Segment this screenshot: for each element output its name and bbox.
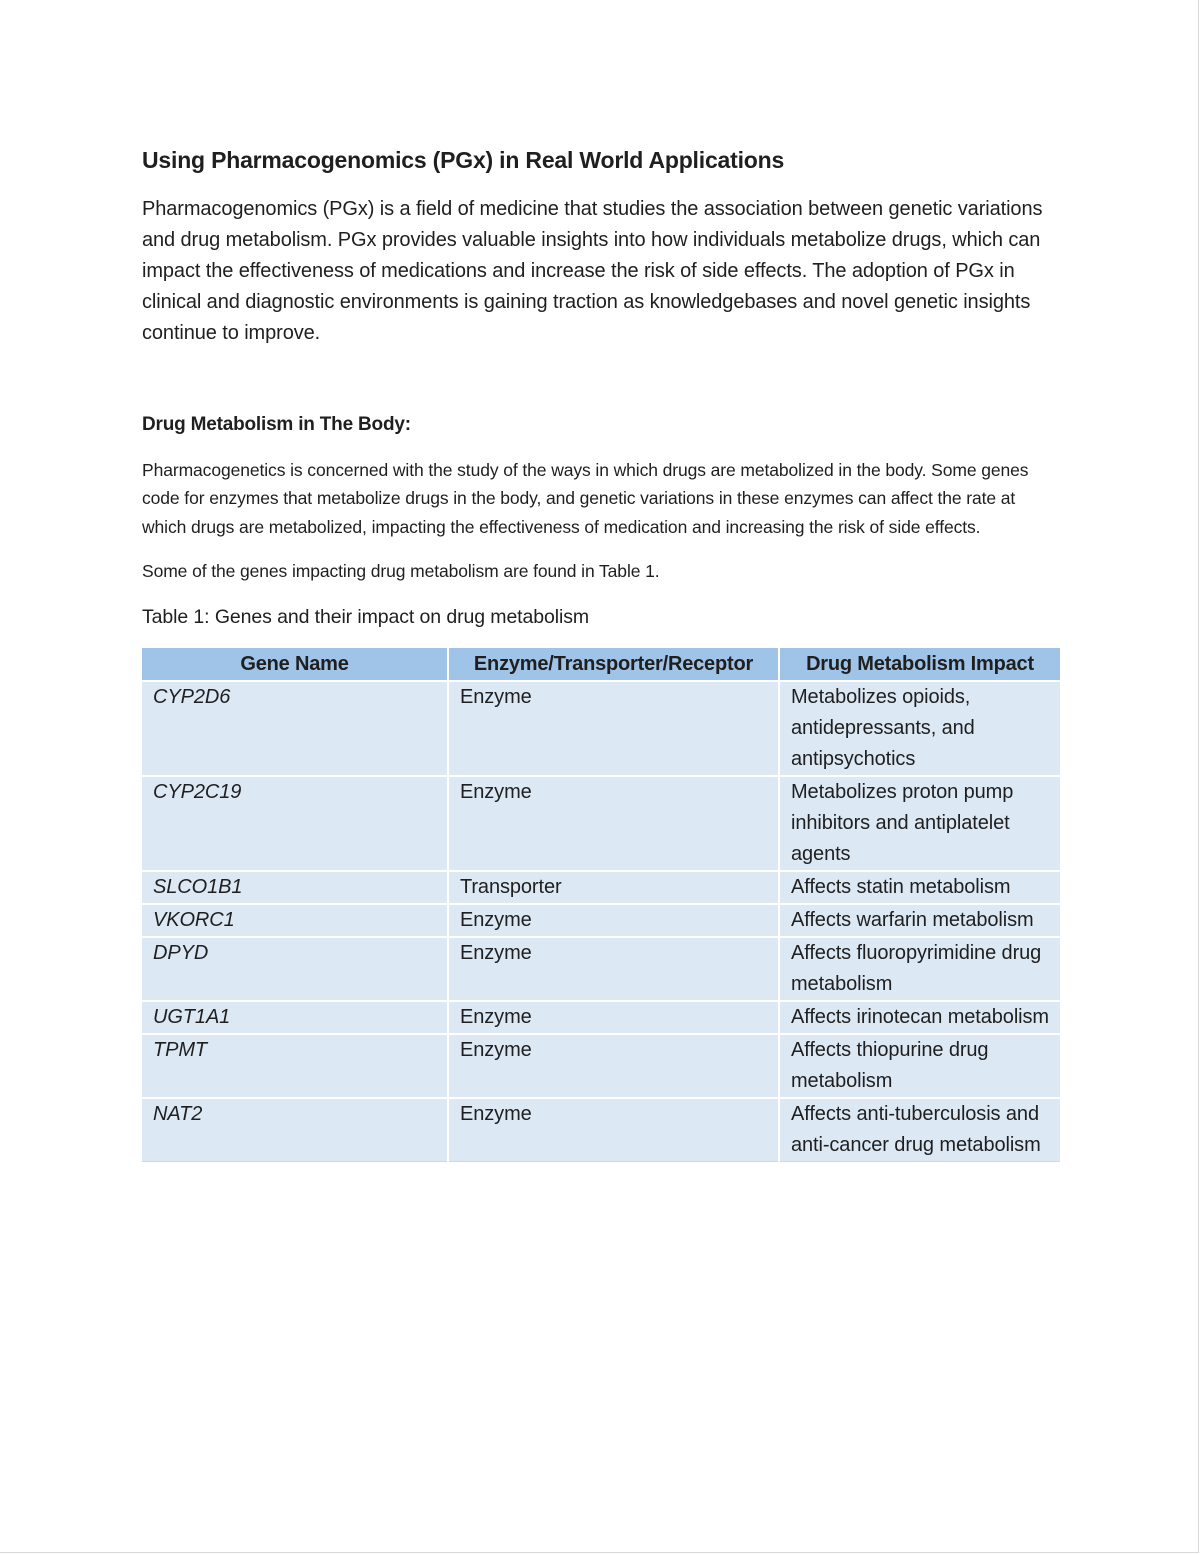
section-paragraph: Pharmacogenetics is concerned with the study of the ways in which drugs are metabolized in the body. Some genes code for enzymes that metabolize drugs in the body, and genetic variations in these enzymes can affect the rate at which drugs are metabolized, impacting the effectiveness of medication and increasing the risk of side effects. — [142, 460, 1029, 537]
gene-type-cell: Enzyme — [448, 1098, 779, 1162]
table-row — [142, 904, 1060, 937]
gene-impact-cell: Affects fluoropyrimidine drug metabolism — [779, 937, 1060, 1001]
gene-name-cell: TPMT — [142, 1034, 448, 1098]
header-enzyme-type: Enzyme/Transporter/Receptor — [448, 648, 779, 681]
gene-impact-cell: Affects statin metabolism — [779, 871, 1060, 904]
gene-type-cell: Enzyme — [448, 904, 779, 937]
genes-table — [142, 648, 1060, 1162]
gene-type-cell: Transporter — [448, 871, 779, 904]
table-row — [142, 1098, 1060, 1162]
intro-paragraph: Pharmacogenomics (PGx) is a field of medicine that studies the association between genetic variations and drug metabolism. PGx provides valuable insights into how individuals metabolize drugs, which can impact the effectiveness of medications and increase the risk of side effects. The adoption of PGx in clinical and diagnostic environments is gaining traction as knowledgebases and novel genetic insights continue to improve. — [142, 198, 1043, 344]
document-content — [142, 144, 1060, 1162]
section-heading: Drug Metabolism in The Body: — [142, 414, 411, 435]
gene-impact-cell: Metabolizes proton pump inhibitors and antiplatelet agents — [779, 776, 1060, 871]
gene-name-cell: DPYD — [142, 937, 448, 1001]
gene-impact-cell: Metabolizes opioids, antidepressants, and antipsychotics — [779, 681, 1060, 776]
gene-type-cell: Enzyme — [448, 1001, 779, 1034]
gene-impact-cell: Affects irinotecan metabolism — [779, 1001, 1060, 1034]
gene-impact-cell: Affects warfarin metabolism — [779, 904, 1060, 937]
gene-type-cell: Enzyme — [448, 681, 779, 776]
table-reference-paragraph: Some of the genes impacting drug metabolism are found in Table 1. — [142, 560, 660, 581]
table-row — [142, 1034, 1060, 1098]
gene-type-cell: Enzyme — [448, 937, 779, 1001]
gene-impact-cell: Affects anti-tuberculosis and anti-cancer drug metabolism — [779, 1098, 1060, 1162]
header-metabolism-impact: Drug Metabolism Impact — [779, 648, 1060, 681]
table-row — [142, 1001, 1060, 1034]
table-header-row — [142, 648, 1060, 681]
document-title: Using Pharmacogenomics (PGx) in Real World Applications — [142, 147, 785, 173]
table-row — [142, 681, 1060, 776]
gene-name-cell: SLCO1B1 — [142, 871, 448, 904]
gene-name-cell: NAT2 — [142, 1098, 448, 1162]
table-row — [142, 937, 1060, 1001]
gene-type-cell: Enzyme — [448, 1034, 779, 1098]
gene-name-cell: VKORC1 — [142, 904, 448, 937]
gene-name-cell: CYP2D6 — [142, 681, 448, 776]
gene-impact-cell: Affects thiopurine drug metabolism — [779, 1034, 1060, 1098]
table-row — [142, 776, 1060, 871]
table-row — [142, 871, 1060, 904]
gene-type-cell: Enzyme — [448, 776, 779, 871]
header-gene-name: Gene Name — [142, 648, 448, 681]
gene-name-cell: CYP2C19 — [142, 776, 448, 871]
gene-name-cell: UGT1A1 — [142, 1001, 448, 1034]
table-caption: Table 1: Genes and their impact on drug metabolism — [142, 606, 589, 629]
